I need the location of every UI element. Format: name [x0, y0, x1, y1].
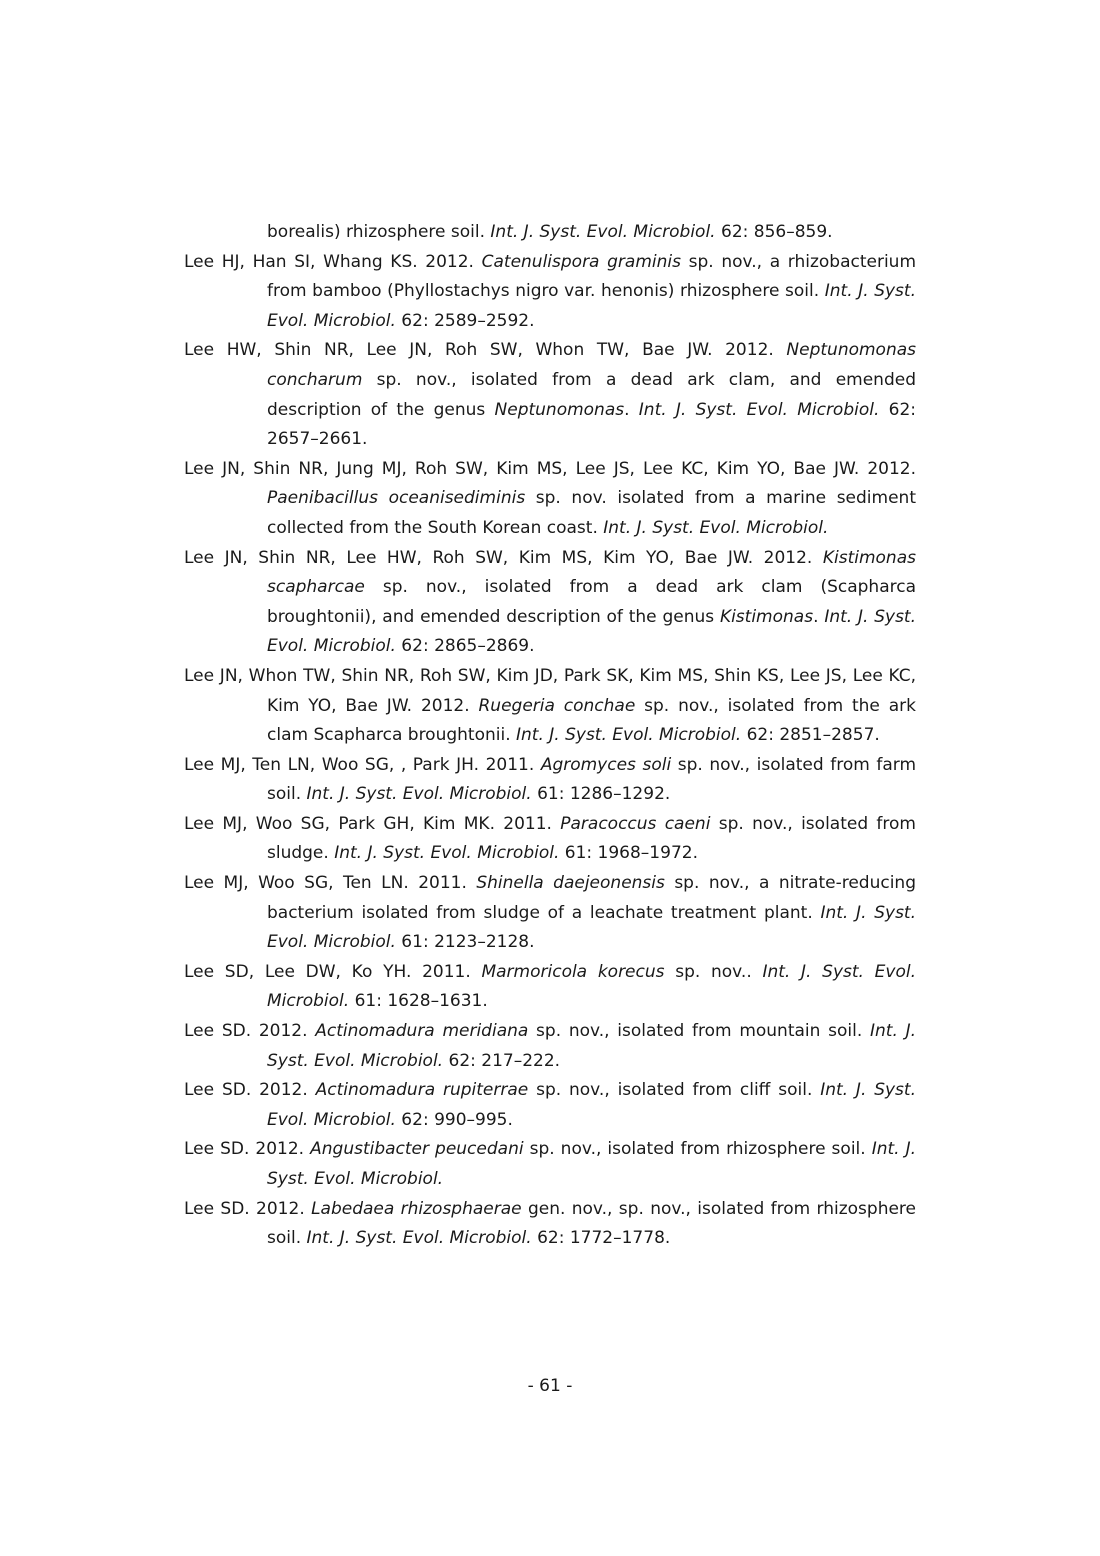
- reference-entry: [184, 662, 916, 751]
- reference-text: 61: 1286–1292.: [531, 784, 671, 805]
- reference-text: Lee SD. 2012.: [184, 1080, 316, 1101]
- reference-text: Lee HW, Shin NR, Lee JN, Roh SW, Whon TW, Bae JW. 2012.: [184, 340, 787, 361]
- reference-text: Lee SD. 2012.: [184, 1139, 311, 1160]
- reference-italic-text: Labedaea rhizosphaerae: [311, 1198, 522, 1219]
- reference-entry: [184, 810, 916, 869]
- reference-entry: [184, 544, 916, 662]
- reference-italic-text: Marmoricola korecus: [481, 961, 665, 982]
- reference-text: Lee HJ, Han SI, Whang KS. 2012.: [184, 251, 482, 272]
- page-number: - 61 -: [527, 1376, 573, 1396]
- reference-italic-text: Actinomadura rupiterrae: [315, 1080, 529, 1101]
- reference-text: 62: 856–859.: [715, 222, 833, 242]
- reference-text: 62: 990–995.: [395, 1109, 513, 1130]
- reference-italic-text: Int. J. Syst. Evol. Microbiol.: [516, 725, 742, 746]
- reference-italic-text: Int. J. Syst. Evol. Microbiol.: [306, 1228, 532, 1249]
- reference-text: Lee SD. 2012.: [184, 1198, 312, 1219]
- reference-italic-text: Neptunomonas concharum: [267, 340, 916, 390]
- reference-text: 62: 217–222.: [443, 1050, 561, 1071]
- reference-text: sp. nov., isolated from the ark clam Scapharca broughtonii.: [267, 695, 917, 746]
- reference-text: .: [624, 399, 639, 420]
- reference-text: sp. nov. isolated from a marine sediment collected from the South Korean coast.: [267, 488, 916, 538]
- reference-text: Lee JN, Whon TW, Shin NR, Roh SW, Kim JD, Park SK, Kim MS, Shin KS, Lee JS, Lee KC, Kim YO, Bae JW. 2012.: [184, 665, 916, 716]
- reference-italic-text: Int. J. Syst. Evol. Microbiol.: [267, 1139, 917, 1189]
- reference-italic-text: Neptunomonas: [494, 399, 625, 420]
- reference-text: 61: 1968–1972.: [559, 843, 698, 864]
- reference-italic-text: Paenibacillus oceanisediminis: [267, 488, 526, 509]
- reference-italic-text: Int. J. Syst. Evol. Microbiol.: [267, 961, 916, 1012]
- reference-italic-text: Kistimonas: [719, 606, 814, 627]
- reference-italic-text: Int. J. Syst. Evol. Microbiol.: [334, 843, 560, 864]
- reference-italic-text: Int. J. Syst. Evol. Microbiol.: [267, 902, 916, 953]
- reference-entry: [184, 869, 916, 958]
- reference-italic-text: Kistimonas scapharcae: [267, 547, 916, 598]
- reference-italic-text: Angustibacter peucedani: [310, 1139, 524, 1160]
- reference-italic-text: Agromyces soli: [540, 754, 672, 775]
- reference-italic-text: Shinella daejeonensis: [476, 873, 665, 894]
- reference-text: Lee MJ, Ten LN, Woo SG, , Park JH. 2011.: [184, 754, 541, 775]
- reference-entry: [184, 1135, 916, 1194]
- reference-text: borealis) rhizosphere soil.: [267, 222, 491, 242]
- reference-entry: [184, 751, 916, 810]
- reference-text: gen. nov., sp. nov., isolated from rhizosphere soil.: [267, 1198, 916, 1249]
- reference-entry: [184, 248, 916, 337]
- reference-text: sp. nov..: [664, 961, 763, 982]
- reference-italic-text: Actinomadura meridiana: [315, 1021, 529, 1042]
- reference-text: sp. nov., isolated from a dead ark clam (Scapharca broughtonii), and emended description of the genus: [267, 577, 916, 627]
- reference-italic-text: Paracoccus caeni: [560, 813, 711, 834]
- reference-italic-text: Int. J. Syst. Evol. Microbiol.: [267, 281, 916, 331]
- reference-text: 62: 2589–2592.: [395, 310, 535, 331]
- reference-text: 61: 2123–2128.: [395, 932, 535, 953]
- reference-italic-text: Ruegeria conchae: [478, 695, 636, 716]
- reference-text: sp. nov., a rhizobacterium from bamboo (Phyllostachys nigro var. henonis) rhizosphere soil.: [267, 251, 916, 302]
- reference-text: sp. nov., isolated from farm soil.: [267, 754, 917, 805]
- reference-text: sp. nov., a nitrate-reducing bacterium isolated from sludge of a leachate treatment plant.: [267, 873, 916, 923]
- reference-text: sp. nov., isolated from mountain soil.: [528, 1021, 870, 1042]
- reference-entry: [184, 1195, 916, 1254]
- reference-text: Lee MJ, Woo SG, Park GH, Kim MK. 2011.: [184, 813, 561, 834]
- reference-text: 61: 1628–1631.: [349, 991, 488, 1012]
- reference-italic-text: Int. J. Syst. Evol. Microbiol.: [267, 606, 916, 657]
- reference-entry: [184, 218, 916, 248]
- reference-text: Lee JN, Shin NR, Jung MJ, Roh SW, Kim MS, Lee JS, Lee KC, Kim YO, Bae JW. 2012.: [184, 458, 916, 479]
- reference-italic-text: Int. J. Syst. Evol. Microbiol.: [603, 517, 829, 538]
- reference-entry: [184, 336, 916, 454]
- reference-text: 62: 2657–2661.: [267, 399, 917, 450]
- reference-text: Lee SD. 2012.: [184, 1021, 316, 1042]
- reference-italic-text: Int. J. Syst. Evol. Microbiol.: [490, 222, 716, 242]
- reference-italic-text: Int. J. Syst. Evol. Microbiol.: [306, 784, 532, 805]
- reference-text: sp. nov., isolated from sludge.: [267, 813, 916, 864]
- reference-entry: [184, 455, 916, 544]
- reference-italic-text: Int. J. Syst. Evol. Microbiol.: [267, 1021, 916, 1071]
- reference-text: sp. nov., isolated from rhizosphere soil.: [523, 1139, 872, 1160]
- reference-text: 62: 1772–1778.: [531, 1228, 671, 1249]
- reference-text: 62: 2851–2857.: [741, 725, 880, 746]
- reference-entry: [184, 1076, 916, 1135]
- reference-italic-text: Catenulispora graminis: [481, 251, 681, 272]
- reference-list: [184, 218, 916, 1254]
- reference-text: Lee MJ, Woo SG, Ten LN. 2011.: [184, 873, 477, 894]
- reference-text: sp. nov., isolated from a dead ark clam, and emended description of the genus: [267, 369, 916, 420]
- reference-italic-text: Int. J. Syst. Evol. Microbiol.: [267, 1080, 916, 1130]
- reference-entry: [184, 958, 916, 1017]
- reference-text: .: [813, 606, 825, 627]
- reference-text: Lee JN, Shin NR, Lee HW, Roh SW, Kim MS, Kim YO, Bae JW. 2012.: [184, 547, 823, 568]
- reference-text: 62: 2865–2869.: [395, 636, 535, 657]
- reference-italic-text: Int. J. Syst. Evol. Microbiol.: [638, 399, 880, 420]
- reference-text: sp. nov., isolated from cliff soil.: [528, 1080, 821, 1101]
- reference-text: Lee SD, Lee DW, Ko YH. 2011.: [184, 961, 482, 982]
- reference-entry: [184, 1017, 916, 1076]
